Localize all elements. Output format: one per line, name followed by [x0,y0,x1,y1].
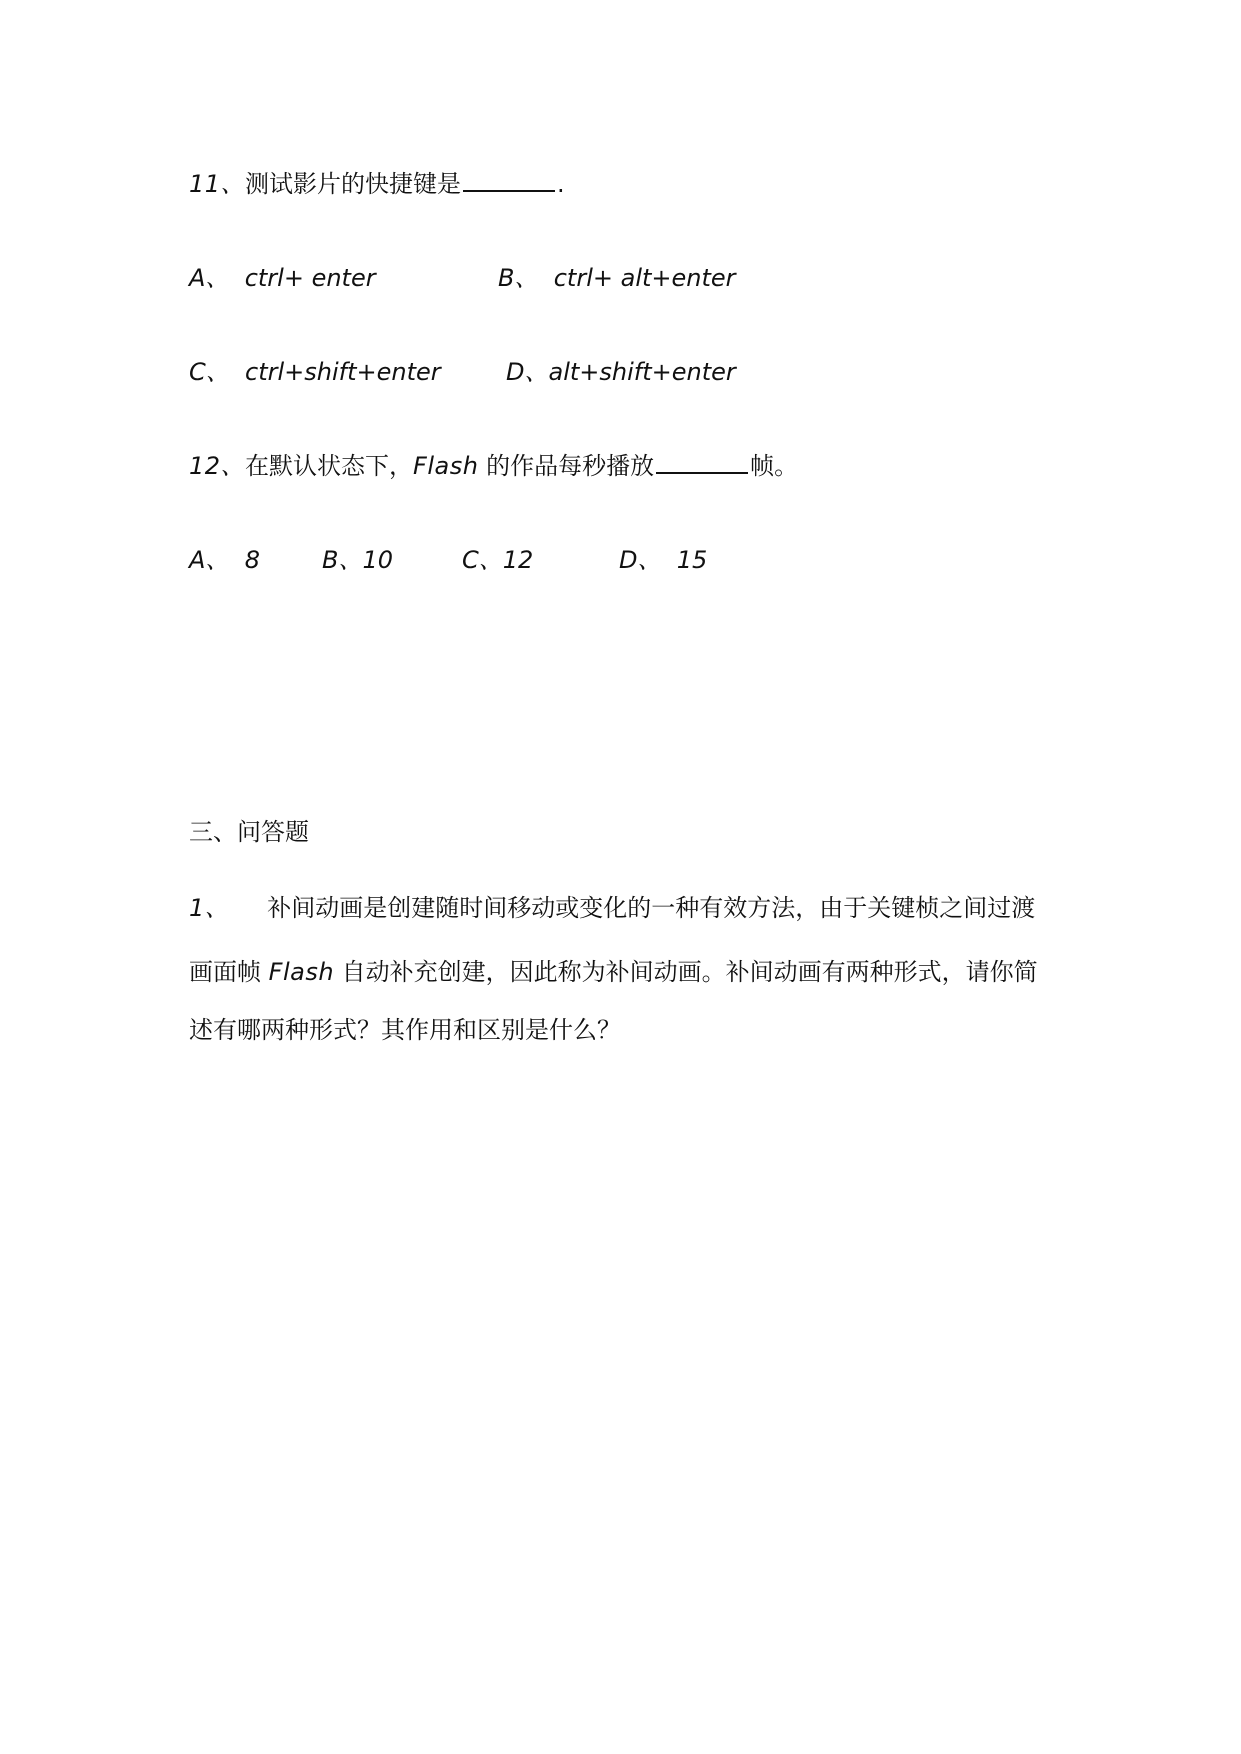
essay-question-1-line-2 [189,956,1059,988]
option-text: 8 [244,546,260,574]
question-12-option-a [189,544,260,576]
option-text: 12 [502,546,534,574]
option-letter: C、 [462,546,503,574]
essay-question-1-text: 自动补充创建，因此称为补间动画。补间动画有两种形式，请你简 [334,958,1038,986]
option-letter: A、 [189,264,230,292]
option-text: alt+shift+enter [548,358,736,386]
question-11-text: 测试影片的快捷键是 [245,170,462,198]
question-11-option-a [189,262,376,294]
question-12-text-end: 帧。 [750,452,799,480]
option-letter: A、 [189,546,230,574]
option-text: ctrl+ alt+enter [553,264,736,292]
answer-blank [463,168,555,192]
question-12-option-b [322,544,393,576]
question-11-number: 11、 [189,170,246,198]
essay-question-1-flash: Flash [268,958,335,986]
option-text: 10 [362,546,394,574]
section-heading: 三、问答题 [189,818,309,846]
option-text: ctrl+ enter [244,264,376,292]
question-12-text-start: 在默认状态下， [245,452,414,480]
question-12-text-middle: 的作品每秒播放 [478,452,655,480]
question-12-number: 12、 [189,452,246,480]
option-letter: B、 [322,546,363,574]
question-12-option-c [462,544,533,576]
essay-question-1-text: 画面帧 [189,958,269,986]
option-text: 15 [676,546,708,574]
essay-question-1-text: 补间动画是创建随时间移动或变化的一种有效方法，由于关键桢之间过渡 [267,894,1036,922]
essay-question-1-number: 1、 [189,894,230,922]
question-12-option-d [619,544,707,576]
question-12-stem [189,450,798,482]
option-letter: D、 [619,546,662,574]
option-letter: D、 [506,358,549,386]
essay-question-1-line-3: 述有哪两种形式？其作用和区别是什么？ [189,1016,621,1044]
question-11-option-d [506,356,736,388]
answer-blank [656,450,748,474]
question-11-option-c [189,356,441,388]
question-11-stem [189,168,565,200]
question-11-option-b [498,262,736,294]
question-12-flash: Flash [413,452,479,480]
option-letter: B、 [498,264,539,292]
question-11-period: . [557,170,565,198]
essay-question-1-line-1 [189,892,1059,924]
option-letter: C、 [189,358,230,386]
option-text: ctrl+shift+enter [245,358,441,386]
